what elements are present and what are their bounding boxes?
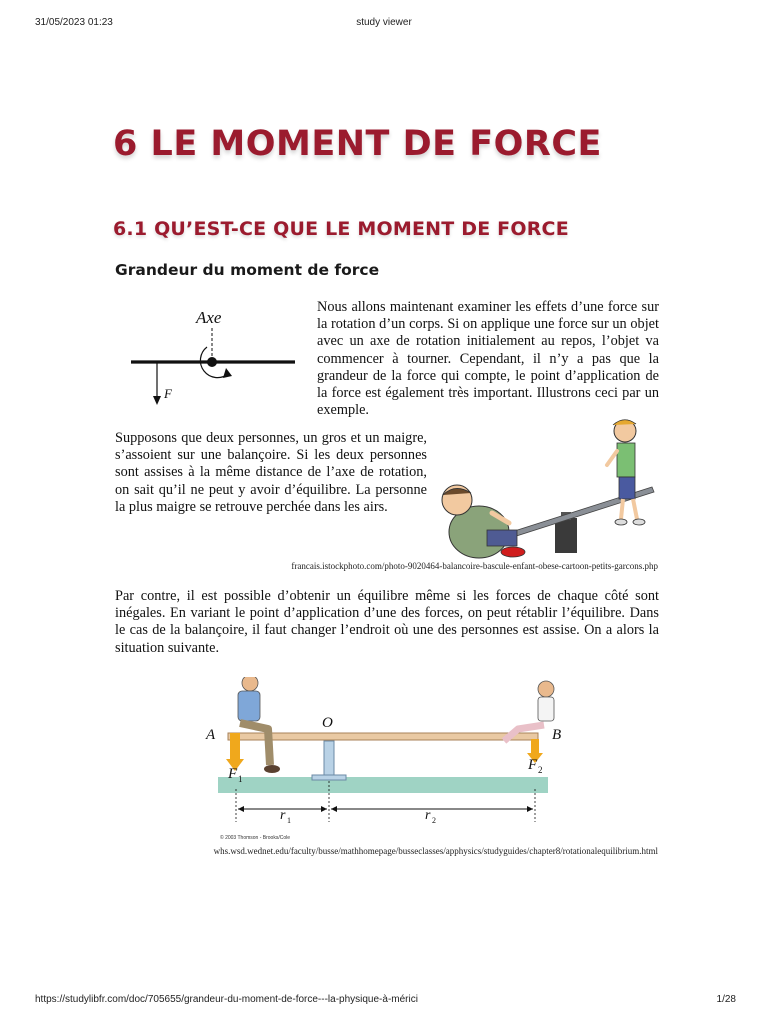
- paragraph-2: Supposons que deux personnes, un gros et un maigre, s’assoient sur une balançoire. Si les deux personnes sont assises à la même distance de l’axe de rotation, on sait qu’il ne peut y avoir d’équilibre. La personne la plus maigre se retrouve perchée dans les airs.: [115, 430, 427, 515]
- axis-label: Axe: [196, 308, 222, 327]
- balanced-seesaw-diagram: [200, 677, 580, 845]
- label-f2: F: [528, 757, 538, 773]
- label-b: B: [552, 727, 562, 743]
- image-source-1: francais.istockphoto.com/photo-9020464-balancoire-bascule-enfant-obese-cartoon-petits-garcons.php: [291, 561, 658, 571]
- label-f1-subscript: 1: [238, 774, 243, 784]
- chapter-title: 6 LE MOMENT DE FORCE: [113, 124, 602, 164]
- label-r1-subscript: 1: [287, 816, 291, 825]
- section-title: 6.1 QU’EST-CE QUE LE MOMENT DE FORCE: [113, 218, 569, 240]
- print-url: https://studylibfr.com/doc/705655/grandeur-du-moment-de-force---la-physique-à-mérici: [35, 994, 418, 1005]
- print-timestamp: 31/05/2023 01:23: [35, 17, 113, 28]
- ground-strip: [218, 777, 548, 793]
- person-b-figure: [504, 681, 554, 741]
- axis-force-figure: [128, 302, 300, 408]
- image-source-2: whs.wsd.wednet.edu/faculty/busse/mathhomepage/busseclasses/apphysics/studyguides/chapter8/rotationalequilibrium.html: [213, 846, 658, 856]
- label-r2-subscript: 2: [432, 816, 436, 825]
- paragraph-3: Par contre, il est possible d’obtenir un équilibre même si les forces de chaque côté sont inégales. En variant le point d’application d’une des forces, on peut rétablir l’équilibre. Dans le cas de la balançoire, il faut changer l’endroit où une des personnes est assise. On a alors la situation suivante.: [115, 588, 659, 656]
- diagram-plank: [228, 733, 538, 740]
- label-f2-subscript: 2: [538, 765, 543, 775]
- force-label: F: [164, 386, 172, 401]
- print-header: [0, 17, 768, 31]
- seesaw-fulcrum: [555, 518, 577, 553]
- label-o: O: [322, 715, 333, 731]
- seesaw-cartoon-image: [437, 415, 662, 563]
- page-counter: 1/28: [716, 994, 736, 1005]
- person-a-figure: [238, 677, 280, 773]
- figure-credit: © 2003 Thomson - Brooks/Cole: [220, 835, 291, 841]
- rotation-axis-dot: [207, 357, 217, 367]
- label-f1: F: [228, 766, 238, 782]
- label-a: A: [206, 727, 216, 743]
- label-r2: r: [425, 808, 431, 823]
- paragraph-1: Nous allons maintenant examiner les effets d’une force sur la rotation d’un corps. Si on applique une force sur un objet avec un axe de rotation initialement au repos, l’objet va commencer à tourner. Cependant, il n’y a pas que la grandeur de la force qui compte, le point d’application de la force est également très important. Illustrons ceci par un exemple.: [317, 299, 659, 419]
- diagram-fulcrum: [324, 741, 334, 779]
- print-window-title: study viewer: [356, 17, 412, 28]
- thin-boy-figure: [607, 420, 645, 525]
- big-boy-figure: [442, 485, 525, 558]
- subsection-title: Grandeur du moment de force: [115, 261, 380, 279]
- print-footer: [0, 994, 768, 1008]
- label-r1: r: [280, 808, 286, 823]
